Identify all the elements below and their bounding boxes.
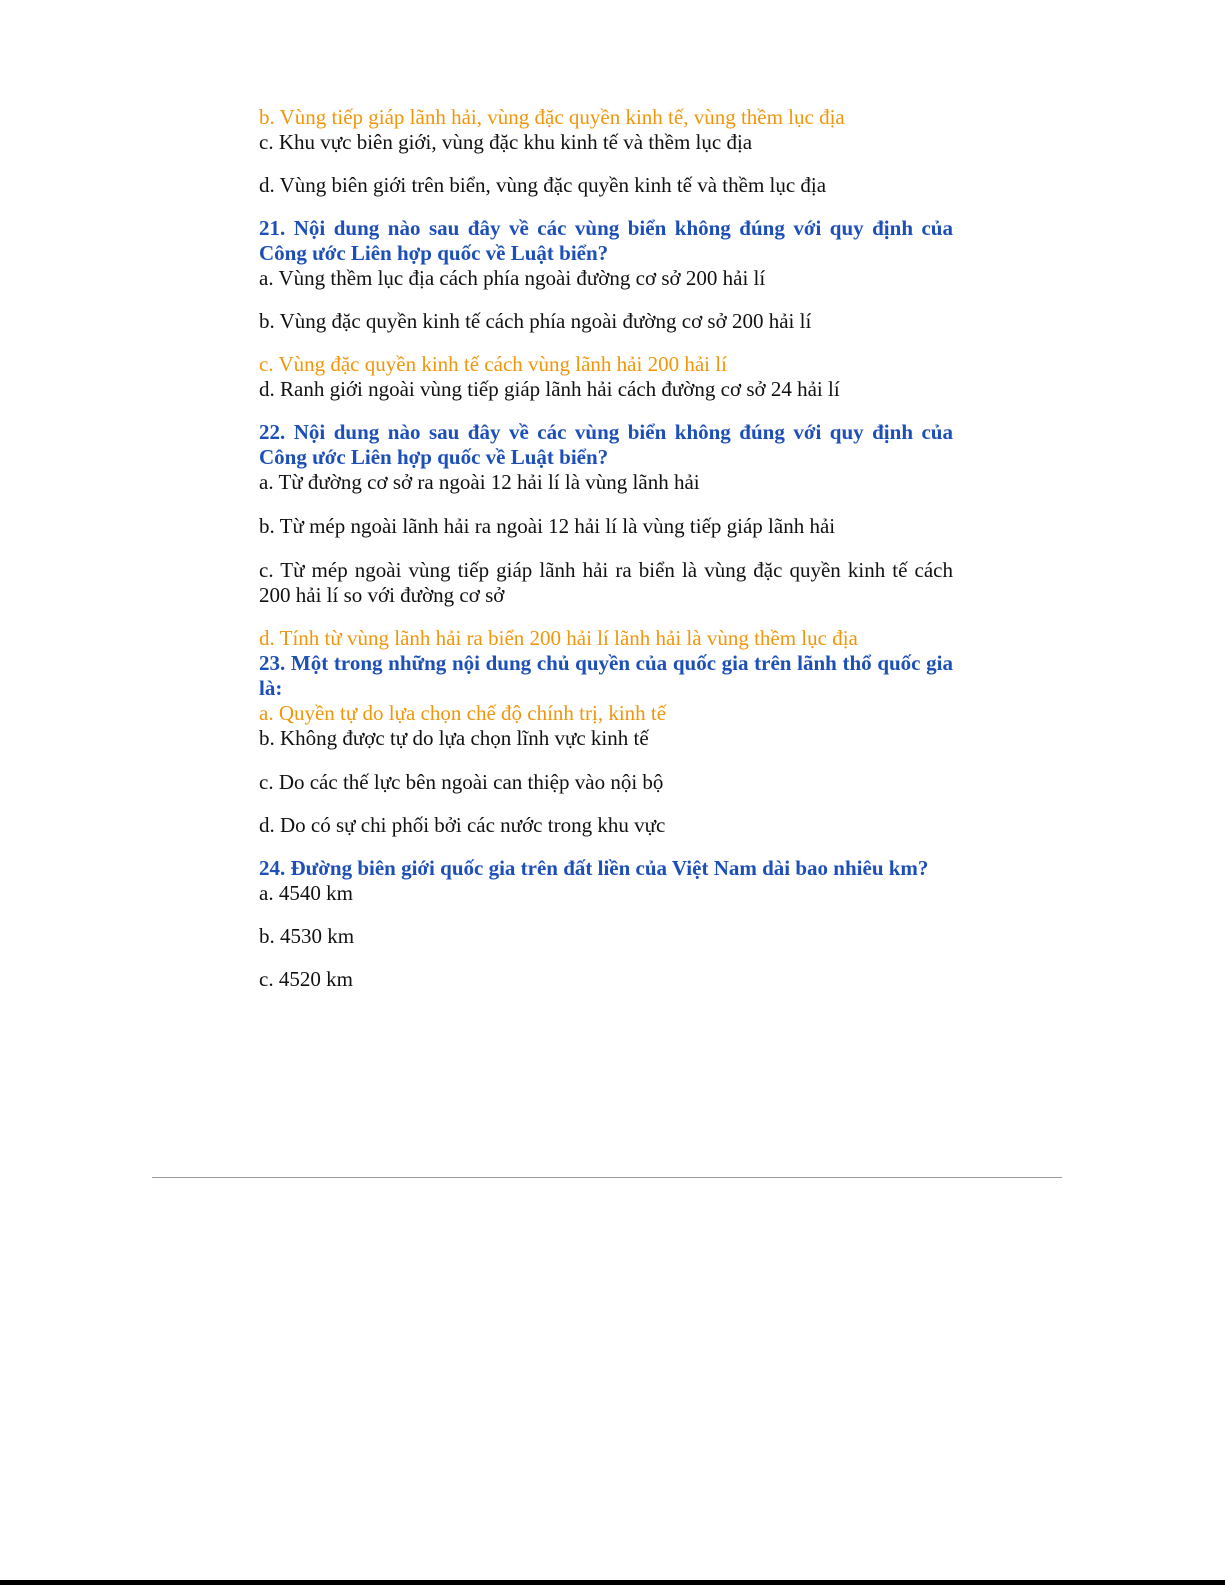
option-line: d. Vùng biên giới trên biển, vùng đặc quyền kinh tế và thềm lục địa: [259, 173, 827, 197]
option-line: d. Ranh giới ngoài vùng tiếp giáp lãnh hải cách đường cơ sở 24 hải lí: [259, 377, 840, 401]
answer-line-highlighted: c. Vùng đặc quyền kinh tế cách vùng lãnh hải 200 hải lí: [259, 352, 727, 376]
page-divider: [152, 1177, 1062, 1178]
question-24: 24. Đường biên giới quốc gia trên đất liền của Việt Nam dài bao nhiêu km?: [259, 856, 929, 880]
option-line: b. 4530 km: [259, 924, 355, 948]
option-line: c. Do các thế lực bên ngoài can thiệp vào nội bộ: [259, 770, 664, 794]
quiz-content: [259, 105, 953, 992]
bottom-edge-bar: [0, 1580, 1225, 1585]
option-line: b. Không được tự do lựa chọn lĩnh vực kinh tế: [259, 726, 649, 750]
answer-line-highlighted: d. Tính từ vùng lãnh hải ra biển 200 hải lí lãnh hải là vùng thềm lục địa: [259, 626, 858, 650]
option-line: b. Từ mép ngoài lãnh hải ra ngoài 12 hải lí là vùng tiếp giáp lãnh hải: [259, 514, 836, 538]
option-line: d. Do có sự chi phối bởi các nước trong khu vực: [259, 813, 666, 837]
answer-line-highlighted: a. Quyền tự do lựa chọn chế độ chính trị, kinh tế: [259, 701, 667, 725]
option-line: c. Khu vực biên giới, vùng đặc khu kinh tế và thềm lục địa: [259, 130, 753, 154]
answer-line-highlighted: b. Vùng tiếp giáp lãnh hải, vùng đặc quyền kinh tế, vùng thềm lục địa: [259, 105, 845, 129]
option-line: b. Vùng đặc quyền kinh tế cách phía ngoài đường cơ sở 200 hải lí: [259, 309, 812, 333]
option-line: a. Vùng thềm lục địa cách phía ngoài đường cơ sở 200 hải lí: [259, 266, 766, 290]
question-22: 22. Nội dung nào sau đây về các vùng biển không đúng với quy định của Công ước Liên hợp quốc về Luật biển?: [259, 420, 953, 469]
option-line: a. 4540 km: [259, 881, 353, 905]
option-line: a. Từ đường cơ sở ra ngoài 12 hải lí là vùng lãnh hải: [259, 470, 700, 494]
question-21: 21. Nội dung nào sau đây về các vùng biển không đúng với quy định của Công ước Liên hợp quốc về Luật biển?: [259, 216, 953, 265]
option-line: c. 4520 km: [259, 967, 353, 991]
question-23: 23. Một trong những nội dung chủ quyền của quốc gia trên lãnh thổ quốc gia là:: [259, 651, 953, 700]
option-line: c. Từ mép ngoài vùng tiếp giáp lãnh hải ra biển là vùng đặc quyền kinh tế cách 200 hải lí so với đường cơ sở: [259, 558, 953, 607]
